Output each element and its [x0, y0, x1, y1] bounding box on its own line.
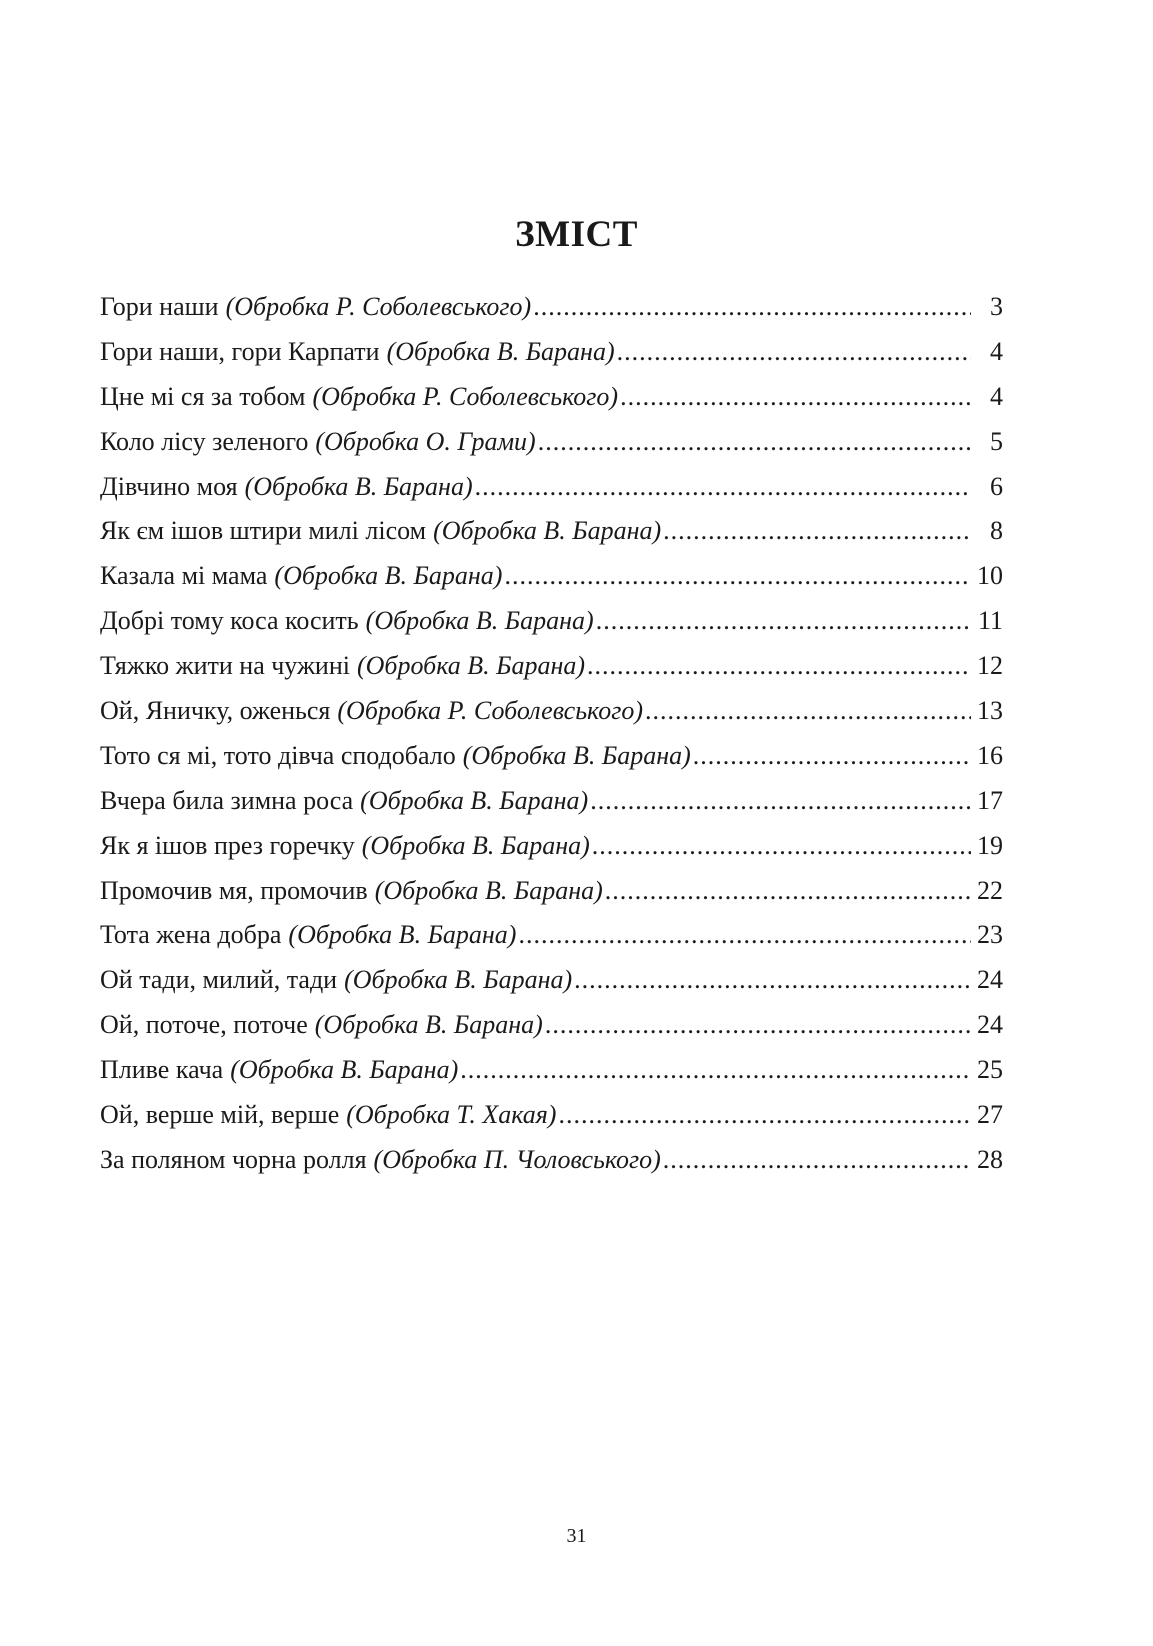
toc-entry-song-title: Ой, поточе, поточе [100, 1010, 308, 1040]
toc-entry-dot-leader [592, 824, 971, 869]
toc-entry-arrangement: (Обробка В. Барана) [230, 1055, 459, 1085]
toc-entry-dot-leader [617, 330, 971, 375]
toc-entry-arrangement: (Обробка В. Барана) [361, 830, 590, 860]
toc-entry-arrangement: (Обробка В. Барана) [288, 920, 517, 950]
toc-entry-page-number: 4 [990, 336, 1003, 366]
toc-entry [100, 824, 1003, 869]
toc-entry-song-title: Тото ся мі, тото дівча сподобало [100, 740, 456, 770]
toc-entry [100, 644, 1003, 689]
toc-entry-arrangement: (Обробка В. Барана) [344, 965, 573, 995]
toc-entry [100, 1093, 1003, 1138]
toc-entry-song-title: Тота жена добра [100, 920, 282, 950]
toc-entry-song-title: Ой тади, милий, тади [100, 965, 338, 995]
toc-entry-arrangement: (Обробка В. Барана) [360, 785, 589, 815]
toc-entry-dot-leader [504, 554, 971, 599]
toc-entry [100, 689, 1003, 734]
toc-entry [100, 869, 1003, 914]
page-number: 31 [566, 1525, 587, 1547]
toc-entry-dot-leader [475, 465, 971, 510]
toc-entry-page-number: 11 [977, 606, 1003, 636]
toc-entry [100, 420, 1003, 465]
toc-entry-arrangement: (Обробка В. Барана) [433, 516, 662, 546]
toc-entry-song-title: Гори наши, гори Карпати [100, 336, 380, 366]
toc-entry-song-title: Ой, Яничку, оженься [100, 696, 331, 726]
toc-entry-page-number: 27 [977, 1100, 1003, 1130]
toc-entry-arrangement: (Обробка В. Барана) [356, 651, 586, 681]
toc-entry-song-title: Вчера била зимна роса [100, 785, 354, 815]
toc-entry-dot-leader [645, 689, 971, 734]
toc-entry-song-title: Гори наши [100, 292, 219, 321]
toc-entry [100, 509, 1003, 554]
toc-entry-song-title: За поляном чорна ролля [100, 1144, 367, 1174]
toc-entry-page-number: 28 [977, 1144, 1003, 1174]
toc-entry-dot-leader [663, 1138, 971, 1183]
toc-entry-dot-leader [538, 420, 971, 465]
toc-entry [100, 1003, 1003, 1048]
toc-entry-arrangement: (Обробка В. Барана) [274, 561, 503, 591]
toc-entry-page-number: 24 [977, 1010, 1003, 1040]
toc-entry [100, 779, 1003, 824]
toc-entry-arrangement: (Обробка В. Барана) [244, 471, 473, 501]
toc-entry-page-number: 19 [977, 830, 1003, 860]
toc-entry [100, 958, 1003, 1003]
toc-entry-dot-leader [460, 1048, 971, 1093]
toc-entry-dot-leader [663, 509, 971, 554]
toc-entry [100, 465, 1003, 510]
toc-entry-dot-leader [596, 599, 971, 644]
toc-entry-song-title: Добрі тому коса косить [100, 606, 359, 636]
toc-entry-song-title: Промочив мя, промочив [100, 875, 368, 905]
toc-entry-page-number: 5 [990, 426, 1003, 456]
toc-entry-dot-leader [518, 913, 971, 958]
toc-entry-arrangement: (Обробка О. Грами) [315, 426, 536, 456]
toc-entry-page-number: 16 [977, 740, 1003, 770]
toc-entry-dot-leader [533, 285, 971, 330]
toc-entry-page-number: 4 [990, 381, 1003, 411]
toc-entry-page-number: 12 [977, 651, 1003, 681]
toc-entry-arrangement: (Обробка Р. Соболевського) [337, 696, 644, 726]
toc-entry-arrangement: (Обробка Р. Соболевського) [225, 292, 532, 321]
toc-entry-arrangement: (Обробка Т. Хакая) [346, 1100, 557, 1130]
toc-entry-song-title: Коло лісу зеленого [100, 426, 309, 456]
toc-entry [100, 599, 1003, 644]
toc-entry [100, 734, 1003, 779]
toc-entry-arrangement: (Обробка В. Барана) [374, 875, 603, 905]
toc-entry-dot-leader [620, 375, 971, 420]
toc-entry [100, 285, 1003, 330]
toc-entry [100, 554, 1003, 599]
toc-entry-page-number: 23 [977, 920, 1003, 950]
toc-entry-dot-leader [558, 1093, 971, 1138]
toc-entry-page-number: 17 [977, 785, 1003, 815]
toc-entry-arrangement: (Обробка В. Барана) [386, 336, 615, 366]
toc-entry-page-number: 10 [977, 561, 1003, 591]
toc-entry-song-title: Тяжко жити на чужині [100, 651, 350, 681]
toc-entry-page-number: 25 [977, 1055, 1003, 1085]
toc-entry-dot-leader [590, 779, 971, 824]
toc-entry-arrangement: (Обробка Р. Соболевського) [312, 381, 619, 411]
toc-entry-song-title: Цне мі ся за тобом [100, 381, 306, 411]
toc-list [100, 285, 1003, 1183]
toc-entry-page-number: 8 [990, 516, 1003, 546]
toc-title: ЗМІСТ [515, 214, 638, 255]
toc-entry-song-title: Ой, верше мій, верше [100, 1100, 340, 1130]
toc-entry [100, 330, 1003, 375]
toc-entry-dot-leader [574, 958, 971, 1003]
toc-entry [100, 913, 1003, 958]
toc-entry-arrangement: (Обробка В. Барана) [365, 606, 594, 636]
toc-entry [100, 1048, 1003, 1093]
toc-entry-page-number: 13 [977, 696, 1003, 726]
toc-entry-song-title: Пливе кача [100, 1055, 224, 1085]
toc-entry-arrangement: (Обробка В. Барана) [462, 740, 691, 770]
toc-entry-page-number: 6 [990, 471, 1003, 501]
toc-entry-dot-leader [587, 644, 971, 689]
toc-entry-dot-leader [693, 734, 971, 779]
toc-entry-dot-leader [545, 1003, 971, 1048]
toc-entry-page-number: 3 [990, 292, 1003, 321]
toc-entry-song-title: Як єм ішов штири милі лісом [100, 516, 427, 546]
toc-entry [100, 1138, 1003, 1183]
toc-entry-arrangement: (Обробка В. Барана) [314, 1010, 543, 1040]
toc-entry-song-title: Дівчино моя [100, 471, 238, 501]
toc-entry-dot-leader [605, 869, 971, 914]
toc-entry [100, 375, 1003, 420]
toc-entry-song-title: Казала мі мама [100, 561, 268, 591]
toc-entry-song-title: Як я ішов през горечку [100, 830, 355, 860]
toc-entry-arrangement: (Обробка П. Чоловського) [373, 1144, 661, 1174]
toc-entry-page-number: 22 [977, 875, 1003, 905]
toc-entry-page-number: 24 [977, 965, 1003, 995]
